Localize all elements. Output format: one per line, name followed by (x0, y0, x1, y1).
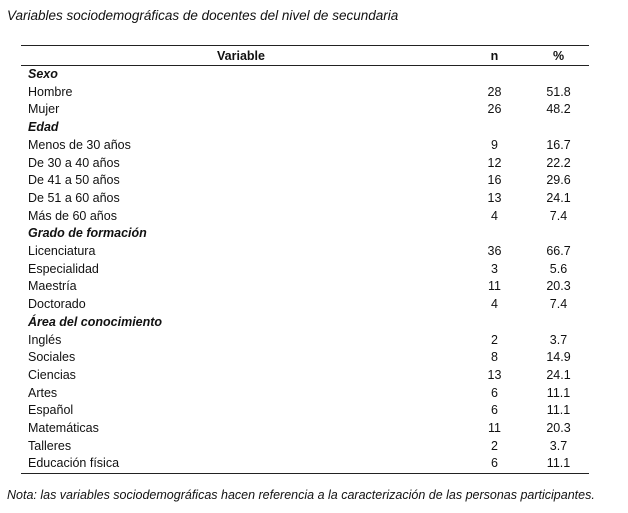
row-percent: 51.8 (546, 84, 571, 99)
row-n: 6 (491, 403, 498, 418)
row-label: Más de 60 años (28, 208, 117, 223)
row-label: Artes (28, 385, 58, 400)
table-row (21, 101, 589, 119)
table-body (21, 66, 589, 474)
row-n: 4 (491, 297, 498, 312)
row-label: Menos de 30 años (28, 137, 131, 152)
row-percent: 14.9 (546, 350, 571, 365)
group-title: Área del conocimiento (28, 314, 163, 329)
row-label: Educación física (21, 455, 461, 473)
group-row (21, 314, 589, 332)
table-row (21, 296, 589, 314)
row-label: Doctorado (28, 297, 86, 312)
table-row (21, 349, 589, 367)
table-row (21, 402, 589, 420)
row-n: 3 (491, 261, 498, 276)
table-caption: Variables sociodemográficas de docentes del nivel de secundaria (7, 8, 399, 23)
row-label: Español (28, 403, 74, 418)
row-n: 11 (488, 279, 501, 294)
row-label: Talleres (28, 438, 72, 453)
row-n: 13 (487, 190, 502, 205)
table-row (21, 367, 589, 385)
row-n: 16 (487, 173, 502, 188)
row-percent: 11.1 (546, 385, 571, 400)
row-percent: 66.7 (546, 244, 571, 259)
group-row (21, 225, 589, 243)
row-percent: 20.3 (546, 279, 571, 294)
row-label: Especialidad (28, 261, 99, 276)
table-row (21, 137, 589, 155)
group-title: Sexo (28, 67, 58, 81)
row-percent: 24.1 (546, 190, 571, 205)
row-label: Licenciatura (28, 244, 96, 259)
row-n: 8 (491, 350, 498, 365)
header-n: n (461, 46, 528, 66)
table-row (21, 332, 589, 350)
row-percent: 11.1 (546, 403, 571, 418)
group-row (21, 66, 589, 84)
row-n: 6 (491, 385, 498, 400)
header-percent: % (528, 46, 589, 66)
table-row (21, 385, 589, 403)
row-n: 12 (487, 155, 502, 170)
row-percent: 16.7 (546, 137, 571, 152)
table-row (21, 172, 589, 190)
row-percent: 7.4 (549, 208, 568, 223)
row-percent: 20.3 (546, 421, 571, 436)
table-row (21, 208, 589, 226)
row-percent: 11.1 (528, 455, 589, 473)
row-percent: 3.7 (549, 332, 568, 347)
row-percent: 29.6 (546, 173, 571, 188)
row-percent: 3.7 (549, 438, 568, 453)
sociodemographic-table (21, 45, 589, 474)
table-row (21, 455, 589, 473)
row-percent: 22.2 (546, 155, 571, 170)
row-n: 13 (487, 367, 502, 382)
group-row (21, 119, 589, 137)
row-n: 9 (491, 137, 498, 152)
header-row (21, 46, 589, 66)
row-percent: 48.2 (546, 102, 571, 117)
row-n: 4 (491, 208, 498, 223)
row-label: Inglés (28, 332, 62, 347)
table-note: Nota: las variables sociodemográficas hacen referencia a la caracterización de las personas participantes. (7, 488, 595, 502)
row-label: De 51 a 60 años (28, 190, 120, 205)
row-percent: 5.6 (549, 261, 568, 276)
row-label: Hombre (28, 84, 73, 99)
row-n: 2 (491, 438, 498, 453)
row-n: 36 (487, 244, 502, 259)
row-label: Sociales (28, 350, 76, 365)
group-title: Grado de formación (28, 226, 147, 241)
row-label: Mujer (28, 102, 60, 117)
group-title: Edad (28, 120, 59, 135)
row-percent: 24.1 (546, 367, 571, 382)
table-row (21, 155, 589, 173)
row-percent: 7.4 (549, 297, 568, 312)
row-label: Ciencias (28, 367, 76, 382)
table-row (21, 190, 589, 208)
header-variable: Variable (21, 46, 461, 66)
row-n: 28 (487, 84, 502, 99)
table-row (21, 278, 589, 296)
table-row (21, 261, 589, 279)
table-row (21, 438, 589, 456)
row-n: 6 (461, 455, 528, 473)
row-label: De 30 a 40 años (28, 155, 120, 170)
row-label: De 41 a 50 años (28, 173, 120, 188)
table-row (21, 243, 589, 261)
row-label: Maestría (28, 279, 77, 294)
row-label: Matemáticas (28, 421, 99, 436)
row-n: 11 (488, 421, 501, 436)
table-row (21, 84, 589, 102)
row-n: 2 (491, 332, 498, 347)
table-row (21, 420, 589, 438)
row-n: 26 (487, 102, 502, 117)
